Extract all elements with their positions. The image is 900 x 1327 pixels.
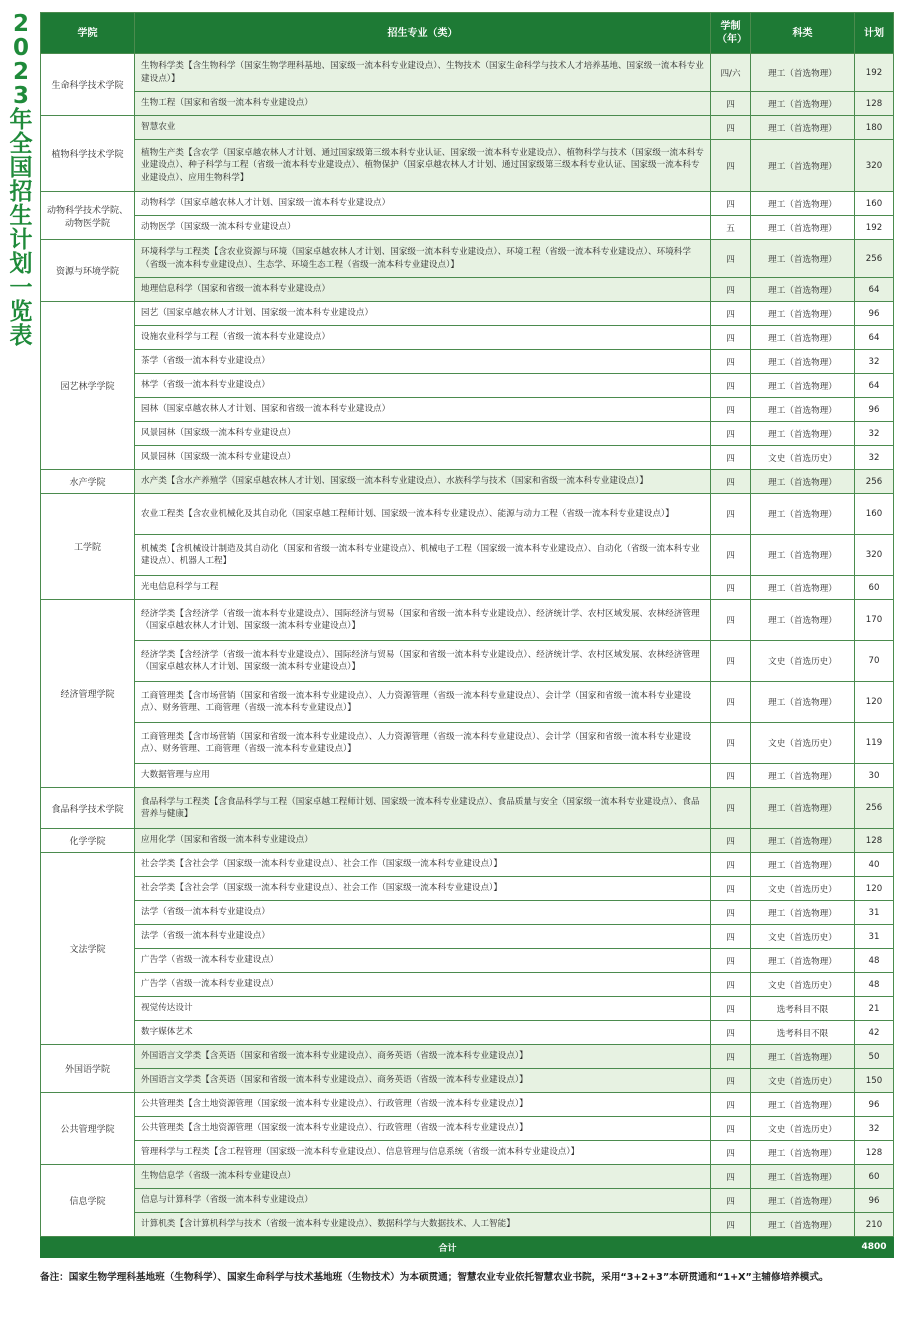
plan-cell: 21 [855, 997, 894, 1021]
table-row [41, 1189, 894, 1213]
table-row [41, 470, 894, 494]
major-cell: 茶学（省级一流本科专业建设点） [135, 350, 711, 374]
plan-cell: 160 [855, 494, 894, 535]
plan-cell: 32 [855, 446, 894, 470]
years-cell: 四 [711, 535, 751, 576]
years-cell: 四 [711, 1189, 751, 1213]
major-cell: 地理信息科学（国家和省级一流本科专业建设点） [135, 278, 711, 302]
years-cell: 四 [711, 470, 751, 494]
major-cell: 农业工程类【含农业机械化及其自动化（国家卓越工程师计划、国家级一流本科专业建设点）、能源与动力工程（省级一流本科专业建设点）】 [135, 494, 711, 535]
category-cell: 理工（首选物理） [751, 326, 855, 350]
plan-cell: 48 [855, 949, 894, 973]
table-row [41, 116, 894, 140]
plan-cell: 128 [855, 92, 894, 116]
major-cell: 大数据管理与应用 [135, 764, 711, 788]
category-cell: 理工（首选物理） [751, 682, 855, 723]
major-cell: 食品科学与工程类【含食品科学与工程（国家卓越工程师计划、国家级一流本科专业建设点）、食品质量与安全（国家级一流本科专业建设点）、食品营养与健康】 [135, 788, 711, 829]
table-row [41, 54, 894, 92]
category-cell: 文史（首选历史） [751, 973, 855, 997]
table-row [41, 374, 894, 398]
category-cell: 理工（首选物理） [751, 764, 855, 788]
table-row [41, 240, 894, 278]
college-cell: 文法学院 [41, 853, 135, 1045]
major-cell: 社会学类【含社会学（国家级一流本科专业建设点）、社会工作（国家级一流本科专业建设点）】 [135, 877, 711, 901]
years-cell: 四/六 [711, 54, 751, 92]
years-cell: 四 [711, 788, 751, 829]
major-cell: 公共管理类【含土地资源管理（国家级一流本科专业建设点）、行政管理（省级一流本科专业建设点）】 [135, 1117, 711, 1141]
major-cell: 经济学类【含经济学（省级一流本科专业建设点）、国际经济与贸易（国家和省级一流本科专业建设点）、经济统计学、农村区域发展、农林经济管理（国家卓越农林人才计划、国家级一流本科专业建设点）】 [135, 641, 711, 682]
major-cell: 动物医学（国家级一流本科专业建设点） [135, 216, 711, 240]
table-row [41, 1045, 894, 1069]
table-row [41, 446, 894, 470]
table-row [41, 877, 894, 901]
table-row [41, 901, 894, 925]
major-cell: 外国语言文学类【含英语（国家和省级一流本科专业建设点）、商务英语（省级一流本科专业建设点）】 [135, 1069, 711, 1093]
header-years: 学制（年） [711, 13, 751, 54]
years-cell: 四 [711, 853, 751, 877]
years-cell: 四 [711, 374, 751, 398]
table-row [41, 1021, 894, 1045]
table-row [41, 764, 894, 788]
years-cell: 四 [711, 116, 751, 140]
plan-cell: 256 [855, 240, 894, 278]
table-row [41, 1093, 894, 1117]
major-cell: 数字媒体艺术 [135, 1021, 711, 1045]
category-cell: 理工（首选物理） [751, 949, 855, 973]
college-cell: 化学学院 [41, 829, 135, 853]
category-cell: 选考科目不限 [751, 997, 855, 1021]
plan-cell: 60 [855, 576, 894, 600]
years-cell: 四 [711, 240, 751, 278]
years-cell: 四 [711, 422, 751, 446]
major-cell: 林学（省级一流本科专业建设点） [135, 374, 711, 398]
years-cell: 四 [711, 973, 751, 997]
plan-cell: 50 [855, 1045, 894, 1069]
major-cell: 管理科学与工程类【含工程管理（国家级一流本科专业建设点）、信息管理与信息系统（省级一流本科专业建设点）】 [135, 1141, 711, 1165]
plan-cell: 32 [855, 1117, 894, 1141]
table-row [41, 422, 894, 446]
plan-cell: 120 [855, 682, 894, 723]
category-cell: 理工（首选物理） [751, 54, 855, 92]
years-cell: 四 [711, 641, 751, 682]
plan-cell: 32 [855, 422, 894, 446]
major-cell: 动物科学（国家卓越农林人才计划、国家级一流本科专业建设点） [135, 192, 711, 216]
years-cell: 四 [711, 1117, 751, 1141]
table-row [41, 1141, 894, 1165]
college-cell: 水产学院 [41, 470, 135, 494]
category-cell: 理工（首选物理） [751, 216, 855, 240]
major-cell: 法学（省级一流本科专业建设点） [135, 925, 711, 949]
category-cell: 理工（首选物理） [751, 116, 855, 140]
table-row [41, 641, 894, 682]
table-row [41, 949, 894, 973]
plan-cell: 96 [855, 398, 894, 422]
major-cell: 生物信息学（省级一流本科专业建设点） [135, 1165, 711, 1189]
major-cell: 光电信息科学与工程 [135, 576, 711, 600]
plan-cell: 256 [855, 470, 894, 494]
plan-cell: 210 [855, 1213, 894, 1237]
enrollment-plan-table [40, 12, 894, 1258]
years-cell: 四 [711, 1213, 751, 1237]
plan-cell: 64 [855, 278, 894, 302]
category-cell: 理工（首选物理） [751, 901, 855, 925]
years-cell: 四 [711, 576, 751, 600]
years-cell: 四 [711, 1045, 751, 1069]
major-cell: 风景园林（国家级一流本科专业建设点） [135, 422, 711, 446]
years-cell: 四 [711, 901, 751, 925]
major-cell: 视觉传达设计 [135, 997, 711, 1021]
header-major: 招生专业（类） [135, 13, 711, 54]
table-row [41, 682, 894, 723]
major-cell: 工商管理类【含市场营销（国家和省级一流本科专业建设点）、人力资源管理（省级一流本科专业建设点）、会计学（国家和省级一流本科专业建设点）、财务管理、工商管理（省级一流本科专业建设点）】 [135, 682, 711, 723]
plan-cell: 31 [855, 901, 894, 925]
college-cell: 工学院 [41, 494, 135, 600]
major-cell: 智慧农业 [135, 116, 711, 140]
table-header-row [41, 13, 894, 54]
plan-cell: 48 [855, 973, 894, 997]
category-cell: 理工（首选物理） [751, 1189, 855, 1213]
table-row [41, 1213, 894, 1237]
major-cell: 环境科学与工程类【含农业资源与环境（国家卓越农林人才计划、国家级一流本科专业建设点）、环境工程（省级一流本科专业建设点）、环境科学（省级一流本科专业建设点）、生态学、环境生态工程（省级一流本科专业建设点）】 [135, 240, 711, 278]
table-row [41, 600, 894, 641]
table-row [41, 723, 894, 764]
table-row [41, 398, 894, 422]
college-cell: 动物科学技术学院、动物医学院 [41, 192, 135, 240]
table-row [41, 1165, 894, 1189]
plan-cell: 96 [855, 1093, 894, 1117]
years-cell: 四 [711, 997, 751, 1021]
major-cell: 经济学类【含经济学（省级一流本科专业建设点）、国际经济与贸易（国家和省级一流本科专业建设点）、经济统计学、农村区域发展、农林经济管理（国家卓越农林人才计划、国家级一流本科专业建设点）】 [135, 600, 711, 641]
years-cell: 四 [711, 1165, 751, 1189]
category-cell: 文史（首选历史） [751, 446, 855, 470]
table-row [41, 192, 894, 216]
category-cell: 理工（首选物理） [751, 494, 855, 535]
table-row [41, 140, 894, 192]
college-cell: 外国语学院 [41, 1045, 135, 1093]
table-row [41, 1117, 894, 1141]
college-cell: 生命科学技术学院 [41, 54, 135, 116]
category-cell: 理工（首选物理） [751, 140, 855, 192]
category-cell: 理工（首选物理） [751, 1045, 855, 1069]
header-plan: 计划 [855, 13, 894, 54]
table-row [41, 494, 894, 535]
category-cell: 理工（首选物理） [751, 398, 855, 422]
table-row [41, 1069, 894, 1093]
years-cell: 五 [711, 216, 751, 240]
category-cell: 理工（首选物理） [751, 278, 855, 302]
plan-cell: 256 [855, 788, 894, 829]
major-cell: 广告学（省级一流本科专业建设点） [135, 973, 711, 997]
plan-cell: 320 [855, 140, 894, 192]
years-cell: 四 [711, 764, 751, 788]
table-row [41, 925, 894, 949]
page-title: 2023年全国招生计划一览表 [9, 11, 33, 349]
table-row [41, 278, 894, 302]
years-cell: 四 [711, 949, 751, 973]
footnote: 备注：国家生物学理科基地班（生物科学）、国家生命科学与技术基地班（生物技术）为本硕贯通；智慧农业专业依托智慧农业书院，采用“3+2+3”本研贯通和“1+X”主辅修培养模式。 [40, 1272, 829, 1283]
table-row [41, 350, 894, 374]
years-cell: 四 [711, 600, 751, 641]
table-row [41, 302, 894, 326]
table-row [41, 788, 894, 829]
major-cell: 植物生产类【含农学（国家卓越农林人才计划、通过国家级第三级本科专业认证、国家级一流本科专业建设点）、植物科学与技术（国家级一流本科专业建设点）、种子科学与工程（省级一流本科专业建设点）、植物保护（国家卓越农林人才计划、通过国家级第三级本科专业认证、国家级一流本科专业建设点）、应用生物科学】 [135, 140, 711, 192]
years-cell: 四 [711, 446, 751, 470]
total-row [41, 1237, 894, 1258]
category-cell: 理工（首选物理） [751, 600, 855, 641]
major-cell: 应用化学（国家和省级一流本科专业建设点） [135, 829, 711, 853]
years-cell: 四 [711, 494, 751, 535]
years-cell: 四 [711, 925, 751, 949]
category-cell: 理工（首选物理） [751, 470, 855, 494]
category-cell: 理工（首选物理） [751, 302, 855, 326]
category-cell: 理工（首选物理） [751, 1093, 855, 1117]
category-cell: 文史（首选历史） [751, 925, 855, 949]
years-cell: 四 [711, 350, 751, 374]
category-cell: 理工（首选物理） [751, 535, 855, 576]
years-cell: 四 [711, 398, 751, 422]
plan-cell: 40 [855, 853, 894, 877]
plan-cell: 180 [855, 116, 894, 140]
years-cell: 四 [711, 877, 751, 901]
plan-cell: 160 [855, 192, 894, 216]
table-row [41, 997, 894, 1021]
plan-cell: 128 [855, 1141, 894, 1165]
category-cell: 理工（首选物理） [751, 788, 855, 829]
major-cell: 计算机类【含计算机科学与技术（省级一流本科专业建设点）、数据科学与大数据技术、人工智能】 [135, 1213, 711, 1237]
plan-cell: 320 [855, 535, 894, 576]
years-cell: 四 [711, 1093, 751, 1117]
years-cell: 四 [711, 723, 751, 764]
major-cell: 园林（国家卓越农林人才计划、国家和省级一流本科专业建设点） [135, 398, 711, 422]
major-cell: 风景园林（国家级一流本科专业建设点） [135, 446, 711, 470]
major-cell: 公共管理类【含土地资源管理（国家级一流本科专业建设点）、行政管理（省级一流本科专业建设点）】 [135, 1093, 711, 1117]
category-cell: 文史（首选历史） [751, 723, 855, 764]
table-row [41, 576, 894, 600]
major-cell: 广告学（省级一流本科专业建设点） [135, 949, 711, 973]
category-cell: 理工（首选物理） [751, 829, 855, 853]
category-cell: 文史（首选历史） [751, 1069, 855, 1093]
plan-cell: 120 [855, 877, 894, 901]
plan-cell: 96 [855, 302, 894, 326]
plan-cell: 64 [855, 374, 894, 398]
category-cell: 理工（首选物理） [751, 192, 855, 216]
table-row [41, 92, 894, 116]
plan-cell: 32 [855, 350, 894, 374]
category-cell: 文史（首选历史） [751, 1117, 855, 1141]
major-cell: 工商管理类【含市场营销（国家和省级一流本科专业建设点）、人力资源管理（省级一流本科专业建设点）、会计学（国家和省级一流本科专业建设点）、财务管理、工商管理（省级一流本科专业建设点）】 [135, 723, 711, 764]
category-cell: 理工（首选物理） [751, 350, 855, 374]
college-cell: 经济管理学院 [41, 600, 135, 788]
major-cell: 园艺（国家卓越农林人才计划、国家级一流本科专业建设点） [135, 302, 711, 326]
total-label: 合计 [41, 1237, 855, 1258]
plan-cell: 70 [855, 641, 894, 682]
table-row [41, 326, 894, 350]
category-cell: 理工（首选物理） [751, 1141, 855, 1165]
college-cell: 食品科学技术学院 [41, 788, 135, 829]
college-cell: 公共管理学院 [41, 1093, 135, 1165]
header-college: 学院 [41, 13, 135, 54]
major-cell: 水产类【含水产养殖学（国家卓越农林人才计划、国家级一流本科专业建设点）、水族科学与技术（国家和省级一流本科专业建设点）】 [135, 470, 711, 494]
category-cell: 理工（首选物理） [751, 1165, 855, 1189]
total-plan: 4800 [855, 1237, 894, 1258]
major-cell: 机械类【含机械设计制造及其自动化（国家和省级一流本科专业建设点）、机械电子工程（国家级一流本科专业建设点）、自动化（省级一流本科专业建设点）、机器人工程】 [135, 535, 711, 576]
plan-cell: 170 [855, 600, 894, 641]
plan-cell: 150 [855, 1069, 894, 1093]
plan-cell: 31 [855, 925, 894, 949]
major-cell: 外国语言文学类【含英语（国家和省级一流本科专业建设点）、商务英语（省级一流本科专业建设点）】 [135, 1045, 711, 1069]
category-cell: 理工（首选物理） [751, 92, 855, 116]
table-row [41, 216, 894, 240]
category-cell: 理工（首选物理） [751, 853, 855, 877]
category-cell: 理工（首选物理） [751, 240, 855, 278]
college-cell: 资源与环境学院 [41, 240, 135, 302]
category-cell: 理工（首选物理） [751, 422, 855, 446]
category-cell: 理工（首选物理） [751, 576, 855, 600]
years-cell: 四 [711, 278, 751, 302]
plan-cell: 119 [855, 723, 894, 764]
years-cell: 四 [711, 682, 751, 723]
category-cell: 选考科目不限 [751, 1021, 855, 1045]
major-cell: 信息与计算科学（省级一流本科专业建设点） [135, 1189, 711, 1213]
years-cell: 四 [711, 1069, 751, 1093]
years-cell: 四 [711, 92, 751, 116]
plan-cell: 96 [855, 1189, 894, 1213]
years-cell: 四 [711, 829, 751, 853]
plan-cell: 128 [855, 829, 894, 853]
years-cell: 四 [711, 302, 751, 326]
table-row [41, 829, 894, 853]
header-category: 科类 [751, 13, 855, 54]
years-cell: 四 [711, 140, 751, 192]
table-row [41, 853, 894, 877]
plan-cell: 64 [855, 326, 894, 350]
category-cell: 文史（首选历史） [751, 641, 855, 682]
college-cell: 信息学院 [41, 1165, 135, 1237]
plan-cell: 30 [855, 764, 894, 788]
years-cell: 四 [711, 1021, 751, 1045]
table-row [41, 535, 894, 576]
plan-cell: 60 [855, 1165, 894, 1189]
years-cell: 四 [711, 1141, 751, 1165]
college-cell: 园艺林学学院 [41, 302, 135, 470]
table-row [41, 973, 894, 997]
category-cell: 理工（首选物理） [751, 1213, 855, 1237]
college-cell: 植物科学技术学院 [41, 116, 135, 192]
major-cell: 法学（省级一流本科专业建设点） [135, 901, 711, 925]
years-cell: 四 [711, 192, 751, 216]
plan-cell: 192 [855, 216, 894, 240]
category-cell: 理工（首选物理） [751, 374, 855, 398]
major-cell: 设施农业科学与工程（省级一流本科专业建设点） [135, 326, 711, 350]
years-cell: 四 [711, 326, 751, 350]
major-cell: 生物科学类【含生物科学（国家生物学理科基地、国家级一流本科专业建设点）、生物技术（国家生命科学与技术人才培养基地、国家级一流本科专业建设点）】 [135, 54, 711, 92]
plan-cell: 42 [855, 1021, 894, 1045]
category-cell: 文史（首选历史） [751, 877, 855, 901]
major-cell: 生物工程（国家和省级一流本科专业建设点） [135, 92, 711, 116]
plan-cell: 192 [855, 54, 894, 92]
major-cell: 社会学类【含社会学（国家级一流本科专业建设点）、社会工作（国家级一流本科专业建设点）】 [135, 853, 711, 877]
